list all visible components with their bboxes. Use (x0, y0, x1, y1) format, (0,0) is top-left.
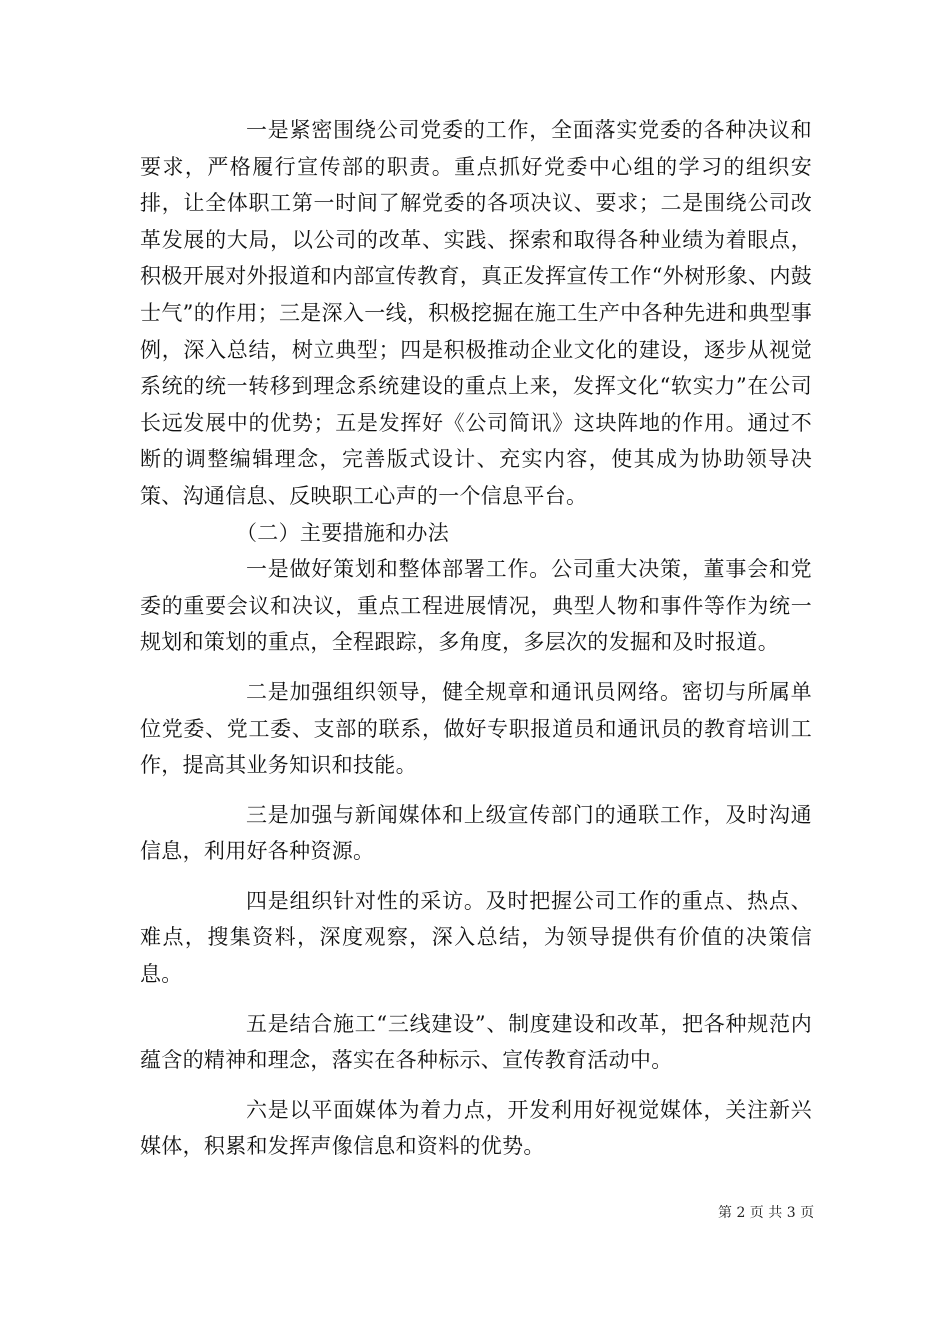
paragraph-measure-1: 一是做好策划和整体部署工作。公司重大决策，董事会和党委的重要会议和决议，重点工程进展情况，典型人物和事件等作为统一规划和策划的重点，全程跟踪，多角度，多层次的发掘和及时报道。 (140, 557, 812, 655)
paragraph-measure-6: 六是以平面媒体为着力点，开发利用好视觉媒体，关注新兴媒体，积累和发挥声像信息和资料的优势。 (140, 1097, 812, 1159)
paragraph-measure-4: 四是组织针对性的采访。及时把握公司工作的重点、热点、难点，搜集资料，深度观察，深入总结，为领导提供有价值的决策信息。 (140, 888, 812, 987)
paragraph-measure-3: 三是加强与新闻媒体和上级宣传部门的通联工作，及时沟通信息，利用好各种资源。 (140, 802, 812, 864)
paragraph-work-focus: 一是紧密围绕公司党委的工作，全面落实党委的各种决议和要求，严格履行宣传部的职责。重点抓好党委中心组的学习的组织安排，让全体职工第一时间了解党委的各项决议、要求；二是围绕公司改革发展的大局，以公司的改革、实践、探索和取得各种业绩为着眼点，积极开展对外报道和内部宣传教育，真正发挥宣传工作“外树形象、内鼓士气”的作用；三是深入一线，积极挖掘在施工生产中各种先进和典型事例，深入总结，树立典型；四是积极推动企业文化的建设，逐步从视觉系统的统一转移到理念系统建设的重点上来，发挥文化“软实力”在公司长远发展中的优势；五是发挥好《公司简讯》这块阵地的作用。通过不断的调整编辑理念，完善版式设计、充实内容，使其成为协助领导决策、沟通信息、反映职工心声的一个信息平台。 (140, 118, 812, 508)
paragraph-measure-2: 二是加强组织领导，健全规章和通讯员网络。密切与所属单位党委、党工委、支部的联系，做好专职报道员和通讯员的教育培训工作，提高其业务知识和技能。 (140, 679, 812, 778)
document-body (140, 112, 812, 1165)
section-heading-measures: （二）主要措施和办法 (236, 520, 449, 545)
paragraph-measure-5: 五是结合施工“三线建设”、制度建设和改革，把各种规范内蕴含的精神和理念，落实在各种标示、宣传教育活动中。 (140, 1011, 812, 1073)
page-number-footer: 第 2 页 共 3 页 (718, 1205, 815, 1221)
